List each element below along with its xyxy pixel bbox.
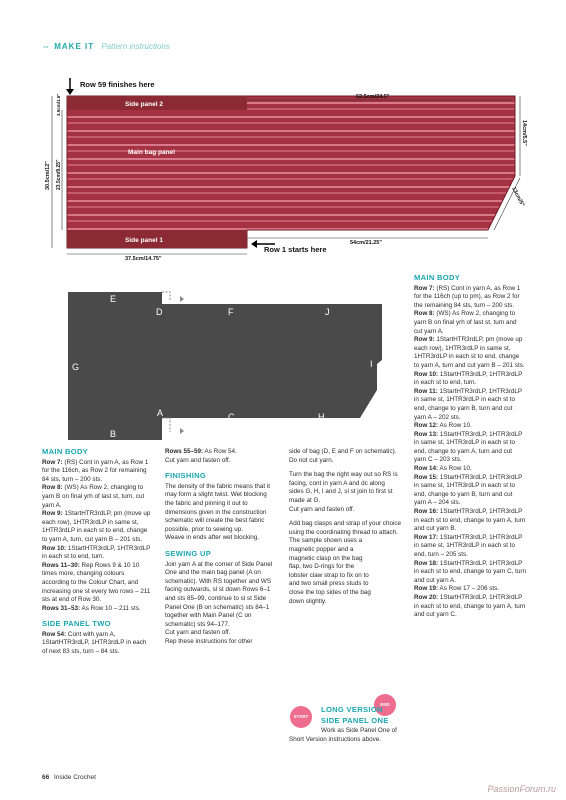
heading-main-body-long: MAIN BODY <box>414 273 461 282</box>
left-width-label: 37.5cm/14.75" <box>125 256 162 262</box>
sewing-cut: Cut yarn and fasten off. <box>165 629 231 637</box>
weave-text: Weave in ends after wet blocking. <box>165 534 260 542</box>
row-54: Row 54: Cont with yarn A, 1StartHTR3rdLP, 1HTR3rdLP in each of next 83 sts, turn – 84 sts. <box>42 630 147 656</box>
label-B: B <box>110 429 117 439</box>
height-main-label: 23.5cm/9.25" <box>56 159 62 190</box>
heading-long-version: LONG VERSION <box>321 705 383 714</box>
long-version <box>289 706 401 744</box>
row-59-label: Row 59 finishes here <box>80 80 155 89</box>
diag-label: 13cm/5" <box>510 186 526 208</box>
magazine-name: Inside Crochet <box>54 774 96 781</box>
column-1 <box>42 448 152 657</box>
label-F: F <box>228 307 234 317</box>
assembly-shape <box>68 292 382 440</box>
heading-side-panel-one: SIDE PANEL ONE <box>321 715 389 725</box>
l-row-13: Row 13: 1StartHTR3rdLP, 1HTR3rdLP in same st, 1HTR3rdLP in each st to end, change to yarn A, turn and cut yarn C – 203 sts. <box>414 430 523 464</box>
row-10: Row 10: 1StartHTR3rdLP, 1HTR3rdLP in each st to end, turn. <box>42 544 151 561</box>
l-row-9: Row 9: 1StartHTR3rdLP, pm (move up each row), 1HTR3rdLP in same st, 1HTR3rdLP in each st to end, change to yarn A, turn and cut yarn B – 201 sts. <box>414 336 525 369</box>
end-badge: END <box>374 694 396 716</box>
height-side-label: 3.5cm/1.5" <box>56 93 61 116</box>
heading-sewing-up: SEWING UP <box>165 548 212 558</box>
l-row-8: Row 8: (WS) As Row 2, changing to yarn B on final yrh of last st, turn and cut yarn A. <box>414 310 517 335</box>
label-H: H <box>318 412 325 422</box>
row-59-arrowhead <box>66 89 74 95</box>
long-version-text: Work as Side Panel One of Short Version instructions above. <box>289 727 397 743</box>
label-E: E <box>110 294 117 304</box>
row-1-arrowhead <box>251 240 257 248</box>
heading-finishing: FINISHING <box>165 471 207 481</box>
col3-clasps: Add bag clasps and strap of your choice using the coordinating thread to attach. <box>289 520 402 536</box>
l-row-17: Row 17: 1StartHTR3rdLP, 1HTR3rdLP in same st, 1HTR3rdLP in each st to end, turn – 205 sts. <box>414 533 523 558</box>
guide-top <box>162 292 170 300</box>
row-1-label: Row 1 starts here <box>264 245 327 254</box>
l-row-14: Row 14: As Row 10. <box>414 465 472 473</box>
double-arrow-icon: ⇔ <box>42 42 51 51</box>
bottom-width-label: 54cm/21.25" <box>350 240 382 246</box>
sewing-rep: Rep these instructions for other <box>165 637 253 645</box>
rows-31-53: Rows 31–53: As Row 10 – 211 sts. <box>42 604 141 612</box>
finishing-text: The density of the fabric means that it may form a slight twist. Wet blocking the fabric and pinning it out to dimensions given in the construction schematic will create the best fabric possible, prior to sewing up. <box>165 482 271 533</box>
column-4 <box>414 274 526 620</box>
guide-bottom-arrow <box>180 428 184 434</box>
top-width-label: 62.5cm/24.5" <box>356 94 390 100</box>
l-row-7: Row 7: (RS) Cont in yarn A, as Row 1 for the 116ch (up to pm), as Row 2 for the remaining 84 sts, turn – 200 sts. <box>414 284 521 309</box>
label-G: G <box>72 362 80 372</box>
column-3 <box>289 448 401 606</box>
side-panel-1-label: Side panel 1 <box>125 237 163 244</box>
col3-sample: The sample shown uses a magnetic popper and a magnetic clasp on the bag flap, two D-rings for the lobster claw strap to fix on to and two small press studs to close the top sides of the bag down slightly. <box>289 537 371 605</box>
side-panel-2-label: Side panel 2 <box>125 101 163 108</box>
guide-top-arrow <box>180 296 184 302</box>
col3-turn: Turn the bag the right way out so RS is facing, cont in yarn A and dc along sides G, H, I and J, sl st join to first st made at G. <box>289 471 398 504</box>
col2-cut: Cut yarn and fasten off. <box>165 456 231 464</box>
height-total-label: 30.5cm/12" <box>45 161 51 190</box>
main-bag-panel-shape <box>67 96 515 248</box>
watermark: PassionForum.ru <box>487 784 556 794</box>
rows-11-30: Rows 11–30: Rep Rows 9 & 10 10 times more, changing colours according to the Colour Chart, and increasing one st every two rows – 211 sts at end of Row 30. <box>42 561 151 604</box>
col3-cut: Cut yarn and fasten off. <box>289 505 355 513</box>
sewing-text: Join yarn A at the corner of Side Panel One and the main bag panel (A on schematic). With RS together and WS facing outwards, sl st down Rows 6–1 and sts 85–99, continue to sl st Side Panel One (B on schematic) sts 84–1 together with Main Panel (C on schematic) sts 94–177. <box>165 560 273 628</box>
l-row-19: Row 19: As Row 17 – 206 sts. <box>414 585 500 593</box>
label-I: I <box>370 359 373 369</box>
make-it-label: MAKE IT <box>54 42 95 51</box>
main-panel-label: Main bag panel <box>128 149 175 156</box>
row-8: Row 8: (WS) As Row 2, changing to yarn B on final yrh of last st, turn, cut yarn A. <box>42 484 145 509</box>
heading-side-panel-two: SIDE PANEL TWO <box>42 619 111 629</box>
guide-bottom <box>162 418 170 432</box>
start-badge: START <box>290 706 312 728</box>
l-row-15: Row 15: 1StartHTR3rdLP, 1HTR3rdLP in same st, 1HTR3rdLP in each st to end, change to yarn B, turn and cut yarn A – 204 sts. <box>414 473 523 507</box>
row-7: Row 7: (RS) Cont in yarn A, as Row 1 for the 116ch, as Row 2 for remaining 84 sts, turn – 200 sts. <box>42 458 149 483</box>
rows-55-59: Rows 55–59: As Row 54. <box>165 448 237 455</box>
heading-main-body: MAIN BODY <box>42 447 89 456</box>
l-row-11: Row 11: 1StartHTR3rdLP, 1HTR3rdLP in same st, 1HTR3rdLP in each st to end, change to yarn B, turn and cut yarn A – 202 sts. <box>414 387 522 421</box>
l-row-18: Row 18: 1StartHTR3rdLP, 1HTR3rdLP in each st to end, change to yarn C, turn and cut yarn A. <box>414 559 527 584</box>
l-row-10: Row 10: 1StartHTR3rdLP, 1HTR3rdLP in each st to end, turn. <box>414 370 523 387</box>
header-subtitle: Pattern instructions <box>101 42 170 51</box>
row-9: Row 9: 1StartHTR3rdLP, pm (move up each row), 1HTR3rdLP in same st, 1HTR3rdLP in each st to end, change to yarn A, turn, cut yarn B – 201 sts. <box>42 510 151 543</box>
label-A: A <box>157 408 164 418</box>
column-2 <box>165 448 277 646</box>
section-header <box>42 42 170 51</box>
l-row-20: Row 20: 1StartHTR3rdLP, 1HTR3rdLP in each st to end, change to yarn A, turn and cut yarn C. <box>414 593 526 619</box>
right-height-label: 14cm/5.5" <box>521 120 527 146</box>
label-C: C <box>228 412 235 422</box>
label-D: D <box>156 307 163 317</box>
col3-sides: side of bag (D, E and F on schematic). <box>289 448 397 455</box>
l-row-12: Row 12: As Row 10. <box>414 422 472 430</box>
col3-no-cut: Do not cut yarn. <box>289 456 334 464</box>
label-J: J <box>325 307 330 317</box>
page-footer <box>42 774 96 781</box>
l-row-16: Row 16: 1StartHTR3rdLP, 1HTR3rdLP in each st to end, change to yarn A, turn and cut yarn B. <box>414 508 526 533</box>
page-number: 66 <box>42 774 50 781</box>
